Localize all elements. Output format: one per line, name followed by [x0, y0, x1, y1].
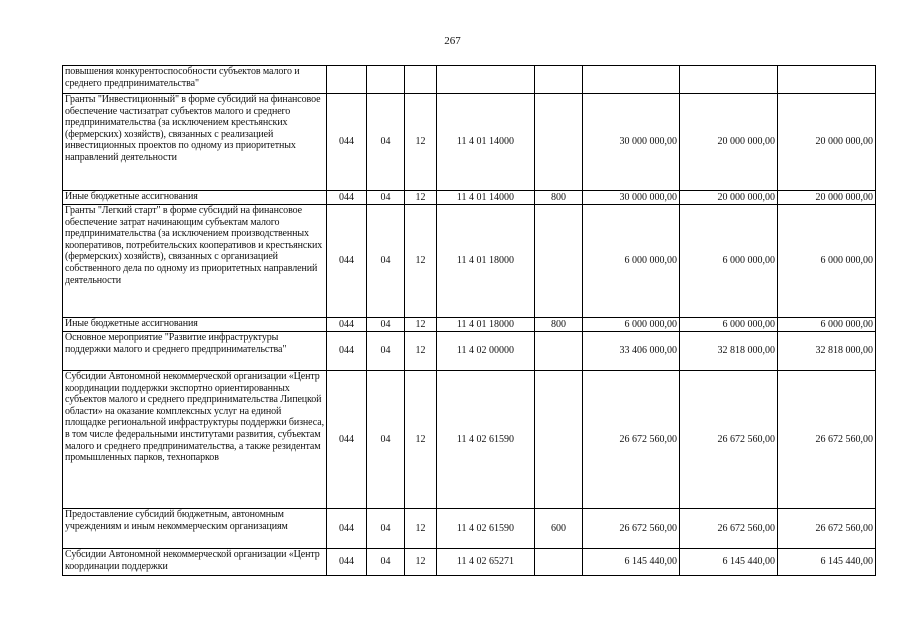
cell-vr — [535, 66, 583, 94]
cell-csr: 11 4 02 61590 — [437, 371, 535, 509]
cell-rz: 04 — [367, 94, 405, 191]
cell-pr: 12 — [405, 332, 437, 371]
row-name: Предоставление субсидий бюджетным, автономным учреждениям и иным некоммерческим организациям — [63, 509, 327, 549]
cell-year3: 26 672 560,00 — [778, 371, 876, 509]
cell-vr — [535, 549, 583, 576]
cell-pr: 12 — [405, 371, 437, 509]
cell-year1: 6 000 000,00 — [583, 205, 680, 318]
cell-vr — [535, 332, 583, 371]
cell-csr: 11 4 02 65271 — [437, 549, 535, 576]
cell-csr: 11 4 01 14000 — [437, 94, 535, 191]
cell-csr: 11 4 01 18000 — [437, 318, 535, 332]
row-name: повышения конкурентоспособности субъектов малого и среднего предпринимательства" — [63, 66, 327, 94]
cell-rz: 04 — [367, 332, 405, 371]
cell-vr: 800 — [535, 318, 583, 332]
cell-year1: 6 145 440,00 — [583, 549, 680, 576]
cell-ved — [327, 66, 367, 94]
cell-year3: 20 000 000,00 — [778, 94, 876, 191]
cell-year3: 6 145 440,00 — [778, 549, 876, 576]
cell-ved: 044 — [327, 371, 367, 509]
cell-csr: 11 4 02 00000 — [437, 332, 535, 371]
cell-pr: 12 — [405, 549, 437, 576]
cell-year2: 6 145 440,00 — [680, 549, 778, 576]
table-row — [63, 332, 876, 371]
cell-year3: 26 672 560,00 — [778, 509, 876, 549]
cell-pr: 12 — [405, 205, 437, 318]
table-row — [63, 371, 876, 509]
cell-vr — [535, 205, 583, 318]
cell-year1: 6 000 000,00 — [583, 318, 680, 332]
cell-pr: 12 — [405, 509, 437, 549]
cell-ved: 044 — [327, 332, 367, 371]
cell-year3: 6 000 000,00 — [778, 318, 876, 332]
cell-rz: 04 — [367, 205, 405, 318]
cell-year1: 30 000 000,00 — [583, 94, 680, 191]
row-name: Субсидии Автономной некоммерческой организации «Центр координации поддержки экспортно ориентированных субъектов малого и среднего предпринимательства Липецкой области» на оказание комплексных услуг на единой площадке региональной инфраструктуры поддержки бизнеса, в том числе федеральными институтами развития, субъектам малого и среднего предпринимательства, а также резидентам промышленных парков, технопарков — [63, 371, 327, 509]
cell-pr: 12 — [405, 94, 437, 191]
cell-ved: 044 — [327, 94, 367, 191]
cell-ved: 044 — [327, 191, 367, 205]
cell-year2: 32 818 000,00 — [680, 332, 778, 371]
cell-year1: 30 000 000,00 — [583, 191, 680, 205]
budget-table — [62, 65, 876, 576]
cell-rz: 04 — [367, 549, 405, 576]
cell-vr — [535, 371, 583, 509]
cell-pr: 12 — [405, 191, 437, 205]
table-row — [63, 66, 876, 94]
cell-csr: 11 4 01 18000 — [437, 205, 535, 318]
cell-year2 — [680, 66, 778, 94]
cell-year2: 6 000 000,00 — [680, 318, 778, 332]
page-number: 267 — [444, 35, 461, 47]
table-row — [63, 205, 876, 318]
cell-year3 — [778, 66, 876, 94]
row-name: Субсидии Автономной некоммерческой организации «Центр координации поддержки — [63, 549, 327, 576]
cell-year2: 26 672 560,00 — [680, 371, 778, 509]
cell-year2: 6 000 000,00 — [680, 205, 778, 318]
table-row — [63, 191, 876, 205]
cell-year3: 32 818 000,00 — [778, 332, 876, 371]
row-name: Иные бюджетные ассигнования — [63, 318, 327, 332]
cell-rz: 04 — [367, 191, 405, 205]
cell-ved: 044 — [327, 549, 367, 576]
row-name: Гранты "Легкий старт" в форме субсидий на финансовое обеспечение затрат начинающим субъектам малого предпринимательства (за исключением производственных кооперативов, потребительских кооперативов и крестьянских (фермерских) хозяйств), связанных с организацией собственного дела по одному из приоритетных направлений деятельности — [63, 205, 327, 318]
row-name: Основное мероприятие "Развитие инфраструктуры поддержки малого и среднего предпринимательства" — [63, 332, 327, 371]
cell-vr: 800 — [535, 191, 583, 205]
cell-year2: 20 000 000,00 — [680, 191, 778, 205]
row-name: Гранты "Инвестиционный" в форме субсидий на финансовое обеспечение частизатрат субъектов малого и среднего предпринимательства (за исключением крестьянских (фермерских) хозяйств), связанных с реализацией инвестиционных проектов по одному из приоритетных направлений деятельности — [63, 94, 327, 191]
cell-ved: 044 — [327, 205, 367, 318]
table-row — [63, 318, 876, 332]
cell-rz: 04 — [367, 371, 405, 509]
cell-year1: 26 672 560,00 — [583, 509, 680, 549]
cell-csr: 11 4 02 61590 — [437, 509, 535, 549]
cell-year2: 20 000 000,00 — [680, 94, 778, 191]
cell-vr — [535, 94, 583, 191]
table-row — [63, 94, 876, 191]
cell-rz — [367, 66, 405, 94]
cell-year2: 26 672 560,00 — [680, 509, 778, 549]
cell-year3: 6 000 000,00 — [778, 205, 876, 318]
cell-year1: 33 406 000,00 — [583, 332, 680, 371]
cell-pr: 12 — [405, 318, 437, 332]
table-row — [63, 509, 876, 549]
cell-rz: 04 — [367, 318, 405, 332]
row-name: Иные бюджетные ассигнования — [63, 191, 327, 205]
cell-year1: 26 672 560,00 — [583, 371, 680, 509]
cell-year3: 20 000 000,00 — [778, 191, 876, 205]
cell-pr — [405, 66, 437, 94]
cell-csr — [437, 66, 535, 94]
cell-ved: 044 — [327, 509, 367, 549]
table-row — [63, 549, 876, 576]
cell-rz: 04 — [367, 509, 405, 549]
cell-vr: 600 — [535, 509, 583, 549]
cell-csr: 11 4 01 14000 — [437, 191, 535, 205]
cell-ved: 044 — [327, 318, 367, 332]
cell-year1 — [583, 66, 680, 94]
